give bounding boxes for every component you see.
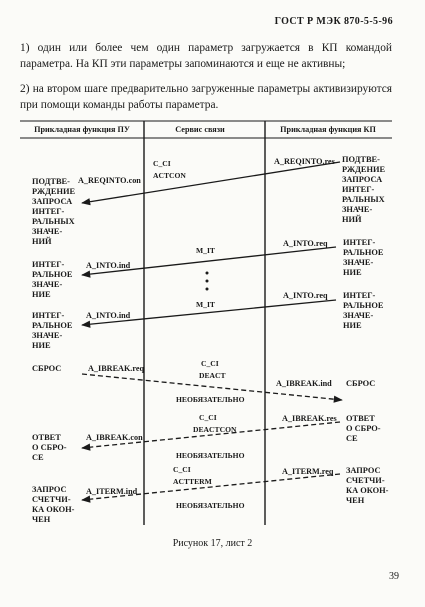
page-number: 39 (389, 571, 399, 582)
left-label-1 (32, 177, 75, 246)
right-label-4 (346, 379, 375, 388)
svg-text:ИНТЕГ-: ИНТЕГ- (32, 311, 65, 320)
left-label-6 (32, 485, 75, 524)
column-header-master: Прикладная функция ПУ (34, 125, 130, 134)
svg-text:ИНТЕГ-: ИНТЕГ- (342, 185, 375, 194)
svg-text:ЗНАЧЕ-: ЗНАЧЕ- (32, 280, 63, 289)
svg-text:ИНТЕГ-: ИНТЕГ- (343, 291, 376, 300)
service-deactcon: DEACTCON (193, 425, 237, 434)
ellipsis-dot-3 (206, 288, 209, 291)
svg-text:ОТВЕТ: ОТВЕТ (346, 414, 375, 423)
svg-text:НИЕ: НИЕ (32, 290, 51, 299)
svg-text:ЗНАЧЕ-: ЗНАЧЕ- (32, 227, 63, 236)
svg-text:НИЙ: НИЙ (342, 215, 362, 224)
right-label-2 (343, 238, 384, 277)
service-cci-1: C_CI (153, 159, 171, 168)
svg-text:РАЛЬНЫХ: РАЛЬНЫХ (342, 195, 385, 204)
svg-text:РЖДЕНИЕ: РЖДЕНИЕ (32, 187, 76, 196)
primitive-reqinto-con: A_REQINTO.con (78, 176, 141, 185)
svg-text:О СБРО-: О СБРО- (346, 424, 381, 433)
svg-text:РАЛЬНОЕ: РАЛЬНОЕ (32, 270, 73, 279)
svg-text:РАЛЬНЫХ: РАЛЬНЫХ (32, 217, 75, 226)
ellipsis-dot-1 (206, 272, 209, 275)
figure-caption: Рисунок 17, лист 2 (172, 538, 253, 549)
svg-text:ЗНАЧЕ-: ЗНАЧЕ- (342, 205, 373, 214)
service-cci-3: C_CI (199, 413, 217, 422)
right-label-6 (346, 466, 389, 505)
svg-text:ОТВЕТ: ОТВЕТ (32, 433, 61, 442)
primitive-into-req-1: A_INTO.req (283, 239, 328, 248)
svg-text:СЕ: СЕ (346, 434, 358, 443)
svg-text:ЗАПРОС: ЗАПРОС (346, 466, 381, 475)
primitive-into-ind-1: A_INTO.ind (86, 261, 131, 270)
service-optional-3: НЕОБЯЗАТЕЛЬНО (176, 501, 245, 510)
left-label-5 (32, 433, 67, 462)
primitive-ibreak-ind: A_IBREAK.ind (276, 379, 332, 388)
svg-text:СЕ: СЕ (32, 453, 44, 462)
service-mit-1: M_IT (196, 246, 215, 255)
svg-text:ЗНАЧЕ-: ЗНАЧЕ- (343, 258, 374, 267)
svg-text:ИНТЕГ-: ИНТЕГ- (32, 260, 65, 269)
left-label-3 (32, 311, 73, 350)
svg-text:КА ОКОН-: КА ОКОН- (346, 486, 389, 495)
primitive-iterm-ind: A_ITERM.ind (86, 487, 138, 496)
svg-text:СБРОС: СБРОС (32, 364, 62, 373)
service-mit-2: M_IT (196, 300, 215, 309)
svg-text:ЧЕН: ЧЕН (346, 496, 365, 505)
svg-text:КА ОКОН-: КА ОКОН- (32, 505, 75, 514)
service-actcon: ACTCON (153, 171, 186, 180)
service-optional-1: НЕОБЯЗАТЕЛЬНО (176, 395, 245, 404)
service-actterm: ACTTERM (173, 477, 212, 486)
svg-text:СЧЕТЧИ-: СЧЕТЧИ- (346, 476, 385, 485)
svg-text:ЧЕН: ЧЕН (32, 515, 51, 524)
paragraph-step-2: 2) на втором шаге предварительно загруженные параметры активизируются при помощи команды работы параметра. (20, 83, 392, 111)
column-header-outstation: Прикладная функция КП (280, 125, 376, 134)
svg-text:НИЙ: НИЙ (32, 237, 52, 246)
document-header: ГОСТ Р МЭК 870-5-5-96 (274, 16, 393, 27)
svg-text:РАЛЬНОЕ: РАЛЬНОЕ (32, 321, 73, 330)
primitive-ibreak-con: A_IBREAK.con (86, 433, 143, 442)
primitive-reqinto-res: A_REQINTO.res (274, 157, 335, 166)
svg-text:СБРОС: СБРОС (346, 379, 376, 388)
svg-text:НИЕ: НИЕ (343, 268, 362, 277)
svg-text:ЗНАЧЕ-: ЗНАЧЕ- (32, 331, 63, 340)
svg-text:НИЕ: НИЕ (32, 341, 51, 350)
primitive-into-req-2: A_INTO.req (283, 291, 328, 300)
left-label-2 (32, 260, 73, 299)
primitive-iterm-req: A_ITERM.req (282, 467, 334, 476)
service-deact: DEACT (199, 371, 226, 380)
svg-text:ПОДТВЕ-: ПОДТВЕ- (32, 177, 70, 186)
right-label-3 (343, 291, 384, 330)
svg-text:РАЛЬНОЕ: РАЛЬНОЕ (343, 248, 384, 257)
svg-text:ЗАПРОСА: ЗАПРОСА (32, 197, 73, 206)
primitive-ibreak-res: A_IBREAK.res (282, 414, 337, 423)
paragraph-step-1: 1) один или более чем один параметр загружается в КП командой параметра. На КП эти параметры запоминаются и еще не активны; (20, 42, 392, 70)
column-header-service: Сервис связи (175, 125, 225, 134)
svg-text:ЗАПРОС: ЗАПРОС (32, 485, 67, 494)
primitive-ibreak-req: A_IBREAK.req (88, 364, 145, 373)
service-optional-2: НЕОБЯЗАТЕЛЬНО (176, 451, 245, 460)
svg-text:РАЛЬНОЕ: РАЛЬНОЕ (343, 301, 384, 310)
svg-text:ЗНАЧЕ-: ЗНАЧЕ- (343, 311, 374, 320)
svg-text:О СБРО-: О СБРО- (32, 443, 67, 452)
service-cci-4: C_CI (173, 465, 191, 474)
svg-text:ИНТЕГ-: ИНТЕГ- (32, 207, 65, 216)
svg-text:ЗАПРОСА: ЗАПРОСА (342, 175, 383, 184)
ellipsis-dot-2 (206, 280, 209, 283)
right-label-5 (346, 414, 381, 443)
left-label-4 (32, 364, 61, 373)
sequence-diagram (0, 114, 425, 534)
svg-text:РЖДЕНИЕ: РЖДЕНИЕ (342, 165, 386, 174)
right-label-1 (342, 155, 385, 224)
svg-text:ИНТЕГ-: ИНТЕГ- (343, 238, 376, 247)
primitive-into-ind-2: A_INTO.ind (86, 311, 131, 320)
svg-text:СЧЕТЧИ-: СЧЕТЧИ- (32, 495, 71, 504)
svg-text:НИЕ: НИЕ (343, 321, 362, 330)
svg-text:ПОДТВЕ-: ПОДТВЕ- (342, 155, 380, 164)
service-cci-2: C_CI (201, 359, 219, 368)
